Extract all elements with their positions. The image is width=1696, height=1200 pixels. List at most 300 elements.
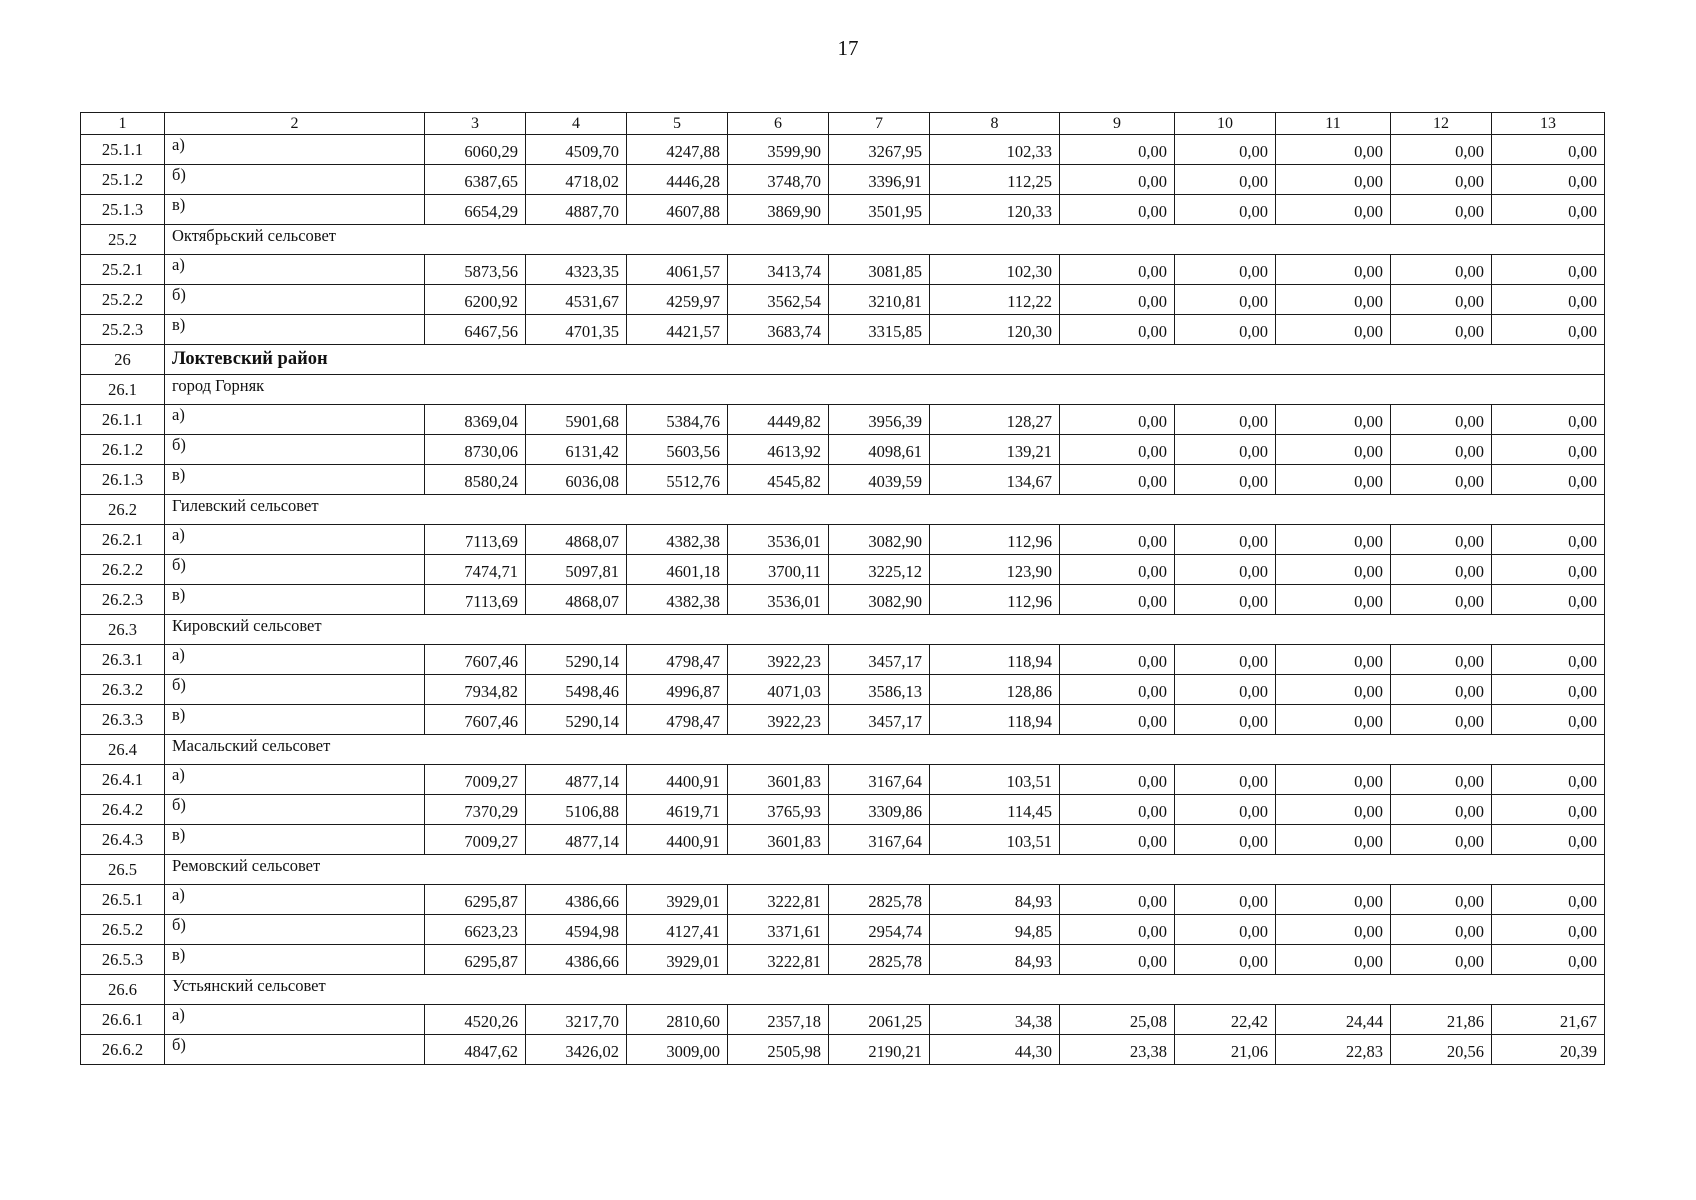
value-cell: 0,00	[1391, 825, 1492, 855]
value-cell: 84,93	[930, 945, 1060, 975]
value-cell: 0,00	[1175, 675, 1276, 705]
value-cell: 7607,46	[425, 645, 526, 675]
value-cell: 3457,17	[829, 705, 930, 735]
value-cell: 3217,70	[526, 1005, 627, 1035]
value-cell: 0,00	[1492, 315, 1605, 345]
table-row	[81, 195, 1605, 225]
row-code: 26.4.2	[81, 795, 165, 825]
value-cell: 0,00	[1060, 405, 1175, 435]
value-cell: 0,00	[1276, 585, 1391, 615]
value-cell: 0,00	[1276, 645, 1391, 675]
value-cell: 3167,64	[829, 825, 930, 855]
value-cell: 0,00	[1492, 555, 1605, 585]
value-cell: 2810,60	[627, 1005, 728, 1035]
table-row	[81, 255, 1605, 285]
value-cell: 0,00	[1492, 915, 1605, 945]
row-code: 26.4	[81, 735, 165, 765]
value-cell: 0,00	[1391, 675, 1492, 705]
value-cell: 6295,87	[425, 885, 526, 915]
value-cell: 3586,13	[829, 675, 930, 705]
value-cell: 0,00	[1175, 885, 1276, 915]
value-cell: 0,00	[1391, 195, 1492, 225]
table-row	[81, 525, 1605, 555]
row-code: 26.2.3	[81, 585, 165, 615]
value-cell: 0,00	[1276, 915, 1391, 945]
row-label: б)	[165, 915, 425, 945]
table-row	[81, 165, 1605, 195]
row-code: 26.6.1	[81, 1005, 165, 1035]
table-row	[81, 315, 1605, 345]
header-cell: 2	[165, 113, 425, 135]
value-cell: 0,00	[1492, 705, 1605, 735]
value-cell: 112,96	[930, 525, 1060, 555]
value-cell: 3922,23	[728, 645, 829, 675]
tariff-table	[80, 112, 1605, 1065]
row-code: 26.1.3	[81, 465, 165, 495]
value-cell: 0,00	[1276, 885, 1391, 915]
value-cell: 7113,69	[425, 525, 526, 555]
value-cell: 118,94	[930, 705, 1060, 735]
value-cell: 0,00	[1492, 945, 1605, 975]
value-cell: 0,00	[1060, 285, 1175, 315]
value-cell: 5097,81	[526, 555, 627, 585]
value-cell: 3869,90	[728, 195, 829, 225]
value-cell: 0,00	[1276, 315, 1391, 345]
row-label: б)	[165, 555, 425, 585]
row-label: в)	[165, 195, 425, 225]
section-row	[81, 735, 1605, 765]
value-cell: 3683,74	[728, 315, 829, 345]
value-cell: 7370,29	[425, 795, 526, 825]
row-label: б)	[165, 435, 425, 465]
row-code: 26.2.2	[81, 555, 165, 585]
table-row	[81, 915, 1605, 945]
empty-cell	[930, 735, 1605, 765]
row-code: 26.6	[81, 975, 165, 1005]
value-cell: 0,00	[1060, 825, 1175, 855]
value-cell: 0,00	[1175, 165, 1276, 195]
value-cell: 0,00	[1060, 645, 1175, 675]
row-code: 25.2.2	[81, 285, 165, 315]
value-cell: 0,00	[1175, 945, 1276, 975]
value-cell: 0,00	[1060, 765, 1175, 795]
header-cell: 6	[728, 113, 829, 135]
value-cell: 0,00	[1391, 165, 1492, 195]
value-cell: 0,00	[1276, 705, 1391, 735]
value-cell: 3601,83	[728, 765, 829, 795]
value-cell: 4877,14	[526, 825, 627, 855]
value-cell: 4868,07	[526, 525, 627, 555]
value-cell: 0,00	[1060, 165, 1175, 195]
value-cell: 7607,46	[425, 705, 526, 735]
value-cell: 139,21	[930, 435, 1060, 465]
empty-cell	[930, 225, 1605, 255]
value-cell: 4718,02	[526, 165, 627, 195]
row-label: в)	[165, 705, 425, 735]
value-cell: 0,00	[1060, 675, 1175, 705]
value-cell: 0,00	[1175, 915, 1276, 945]
value-cell: 4382,38	[627, 585, 728, 615]
value-cell: 7113,69	[425, 585, 526, 615]
row-code: 25.2	[81, 225, 165, 255]
section-name: Октябрьский сельсовет	[165, 225, 930, 255]
value-cell: 0,00	[1175, 525, 1276, 555]
value-cell: 0,00	[1175, 315, 1276, 345]
value-cell: 8369,04	[425, 405, 526, 435]
empty-cell	[930, 495, 1605, 525]
row-code: 26.1.2	[81, 435, 165, 465]
value-cell: 3426,02	[526, 1035, 627, 1065]
value-cell: 7009,27	[425, 825, 526, 855]
value-cell: 4382,38	[627, 525, 728, 555]
value-cell: 4386,66	[526, 885, 627, 915]
row-label: а)	[165, 525, 425, 555]
value-cell: 0,00	[1175, 825, 1276, 855]
row-code: 26.3.1	[81, 645, 165, 675]
value-cell: 4520,26	[425, 1005, 526, 1035]
value-cell: 0,00	[1175, 195, 1276, 225]
row-code: 26	[81, 345, 165, 375]
value-cell: 3929,01	[627, 945, 728, 975]
value-cell: 0,00	[1391, 315, 1492, 345]
value-cell: 0,00	[1276, 465, 1391, 495]
header-cell: 11	[1276, 113, 1391, 135]
value-cell: 4386,66	[526, 945, 627, 975]
row-code: 26.4.1	[81, 765, 165, 795]
value-cell: 34,38	[930, 1005, 1060, 1035]
row-code: 25.1.1	[81, 135, 165, 165]
section-name: Ремовский сельсовет	[165, 855, 930, 885]
value-cell: 94,85	[930, 915, 1060, 945]
value-cell: 0,00	[1276, 135, 1391, 165]
value-cell: 6295,87	[425, 945, 526, 975]
value-cell: 0,00	[1060, 315, 1175, 345]
value-cell: 0,00	[1492, 795, 1605, 825]
value-cell: 3748,70	[728, 165, 829, 195]
value-cell: 3315,85	[829, 315, 930, 345]
row-label: б)	[165, 1035, 425, 1065]
value-cell: 0,00	[1391, 135, 1492, 165]
table-header	[81, 113, 1605, 135]
value-cell: 3009,00	[627, 1035, 728, 1065]
value-cell: 123,90	[930, 555, 1060, 585]
value-cell: 0,00	[1060, 195, 1175, 225]
section-name: Масальский сельсовет	[165, 735, 930, 765]
value-cell: 6623,23	[425, 915, 526, 945]
value-cell: 5901,68	[526, 405, 627, 435]
value-cell: 0,00	[1492, 405, 1605, 435]
row-code: 25.2.1	[81, 255, 165, 285]
empty-cell	[930, 375, 1605, 405]
value-cell: 6654,29	[425, 195, 526, 225]
value-cell: 0,00	[1391, 465, 1492, 495]
value-cell: 0,00	[1060, 135, 1175, 165]
value-cell: 84,93	[930, 885, 1060, 915]
value-cell: 0,00	[1060, 795, 1175, 825]
value-cell: 4887,70	[526, 195, 627, 225]
value-cell: 0,00	[1060, 255, 1175, 285]
value-cell: 0,00	[1276, 405, 1391, 435]
value-cell: 0,00	[1175, 795, 1276, 825]
table-row	[81, 465, 1605, 495]
row-label: б)	[165, 675, 425, 705]
value-cell: 6060,29	[425, 135, 526, 165]
value-cell: 0,00	[1391, 405, 1492, 435]
value-cell: 3700,11	[728, 555, 829, 585]
section-name: Гилевский сельсовет	[165, 495, 930, 525]
table-row	[81, 285, 1605, 315]
value-cell: 2190,21	[829, 1035, 930, 1065]
value-cell: 5106,88	[526, 795, 627, 825]
table-row	[81, 705, 1605, 735]
value-cell: 0,00	[1175, 585, 1276, 615]
value-cell: 5873,56	[425, 255, 526, 285]
value-cell: 114,45	[930, 795, 1060, 825]
value-cell: 44,30	[930, 1035, 1060, 1065]
row-code: 26.1	[81, 375, 165, 405]
value-cell: 0,00	[1175, 555, 1276, 585]
value-cell: 102,33	[930, 135, 1060, 165]
table-row	[81, 675, 1605, 705]
row-label: а)	[165, 135, 425, 165]
value-cell: 4996,87	[627, 675, 728, 705]
value-cell: 6387,65	[425, 165, 526, 195]
header-cell: 10	[1175, 113, 1276, 135]
value-cell: 0,00	[1391, 555, 1492, 585]
value-cell: 21,06	[1175, 1035, 1276, 1065]
value-cell: 0,00	[1391, 585, 1492, 615]
value-cell: 0,00	[1492, 765, 1605, 795]
page-number: 17	[837, 36, 859, 60]
value-cell: 0,00	[1276, 675, 1391, 705]
value-cell: 4877,14	[526, 765, 627, 795]
value-cell: 2825,78	[829, 945, 930, 975]
value-cell: 0,00	[1276, 765, 1391, 795]
value-cell: 5512,76	[627, 465, 728, 495]
value-cell: 0,00	[1276, 555, 1391, 585]
value-cell: 5384,76	[627, 405, 728, 435]
row-label: а)	[165, 765, 425, 795]
value-cell: 8730,06	[425, 435, 526, 465]
value-cell: 0,00	[1492, 435, 1605, 465]
row-code: 26.6.2	[81, 1035, 165, 1065]
value-cell: 4400,91	[627, 825, 728, 855]
value-cell: 4531,67	[526, 285, 627, 315]
row-code: 26.5.1	[81, 885, 165, 915]
row-code: 26.3.2	[81, 675, 165, 705]
header-cell: 12	[1391, 113, 1492, 135]
value-cell: 3929,01	[627, 885, 728, 915]
header-cell: 7	[829, 113, 930, 135]
section-row	[81, 225, 1605, 255]
value-cell: 3457,17	[829, 645, 930, 675]
value-cell: 20,39	[1492, 1035, 1605, 1065]
value-cell: 4868,07	[526, 585, 627, 615]
value-cell: 7934,82	[425, 675, 526, 705]
value-cell: 0,00	[1391, 435, 1492, 465]
value-cell: 0,00	[1492, 825, 1605, 855]
row-code: 26.2	[81, 495, 165, 525]
value-cell: 0,00	[1060, 465, 1175, 495]
header-cell: 5	[627, 113, 728, 135]
value-cell: 21,86	[1391, 1005, 1492, 1035]
value-cell: 128,27	[930, 405, 1060, 435]
value-cell: 0,00	[1060, 435, 1175, 465]
table-row	[81, 765, 1605, 795]
value-cell: 7474,71	[425, 555, 526, 585]
district-name: Локтевский район	[165, 345, 930, 375]
table-row	[81, 405, 1605, 435]
row-code: 26.4.3	[81, 825, 165, 855]
value-cell: 0,00	[1391, 885, 1492, 915]
row-code: 26.2.1	[81, 525, 165, 555]
value-cell: 0,00	[1175, 705, 1276, 735]
value-cell: 0,00	[1492, 285, 1605, 315]
header-cell: 4	[526, 113, 627, 135]
section-name: Кировский сельсовет	[165, 615, 930, 645]
header-cell: 1	[81, 113, 165, 135]
section-row	[81, 375, 1605, 405]
value-cell: 2825,78	[829, 885, 930, 915]
empty-cell	[930, 345, 1605, 375]
row-code: 26.3.3	[81, 705, 165, 735]
value-cell: 4701,35	[526, 315, 627, 345]
value-cell: 0,00	[1492, 645, 1605, 675]
value-cell: 0,00	[1276, 255, 1391, 285]
value-cell: 7009,27	[425, 765, 526, 795]
section-name: город Горняк	[165, 375, 930, 405]
value-cell: 3536,01	[728, 585, 829, 615]
value-cell: 3309,86	[829, 795, 930, 825]
value-cell: 4098,61	[829, 435, 930, 465]
row-label: в)	[165, 585, 425, 615]
value-cell: 3601,83	[728, 825, 829, 855]
value-cell: 3167,64	[829, 765, 930, 795]
row-label: в)	[165, 465, 425, 495]
row-label: а)	[165, 645, 425, 675]
value-cell: 0,00	[1492, 585, 1605, 615]
value-cell: 3082,90	[829, 585, 930, 615]
value-cell: 0,00	[1175, 765, 1276, 795]
value-cell: 4798,47	[627, 705, 728, 735]
value-cell: 2505,98	[728, 1035, 829, 1065]
value-cell: 5603,56	[627, 435, 728, 465]
value-cell: 112,25	[930, 165, 1060, 195]
value-cell: 120,30	[930, 315, 1060, 345]
value-cell: 112,22	[930, 285, 1060, 315]
table-row	[81, 555, 1605, 585]
table-row	[81, 885, 1605, 915]
value-cell: 0,00	[1391, 645, 1492, 675]
empty-cell	[930, 855, 1605, 885]
value-cell: 4607,88	[627, 195, 728, 225]
value-cell: 2954,74	[829, 915, 930, 945]
row-label: а)	[165, 255, 425, 285]
header-cell: 8	[930, 113, 1060, 135]
value-cell: 3371,61	[728, 915, 829, 945]
value-cell: 21,67	[1492, 1005, 1605, 1035]
table-row	[81, 825, 1605, 855]
value-cell: 0,00	[1391, 945, 1492, 975]
value-cell: 23,38	[1060, 1035, 1175, 1065]
value-cell: 24,44	[1276, 1005, 1391, 1035]
value-cell: 0,00	[1391, 915, 1492, 945]
section-row	[81, 495, 1605, 525]
value-cell: 0,00	[1492, 255, 1605, 285]
value-cell: 4247,88	[627, 135, 728, 165]
value-cell: 4601,18	[627, 555, 728, 585]
table-body	[81, 135, 1605, 1065]
value-cell: 4594,98	[526, 915, 627, 945]
value-cell: 0,00	[1492, 885, 1605, 915]
section-row	[81, 855, 1605, 885]
value-cell: 0,00	[1492, 195, 1605, 225]
value-cell: 4619,71	[627, 795, 728, 825]
section-row	[81, 975, 1605, 1005]
section-row	[81, 615, 1605, 645]
value-cell: 0,00	[1175, 645, 1276, 675]
value-cell: 5290,14	[526, 645, 627, 675]
row-label: б)	[165, 165, 425, 195]
value-cell: 3765,93	[728, 795, 829, 825]
value-cell: 6131,42	[526, 435, 627, 465]
value-cell: 3396,91	[829, 165, 930, 195]
value-cell: 3225,12	[829, 555, 930, 585]
value-cell: 4259,97	[627, 285, 728, 315]
row-code: 25.1.2	[81, 165, 165, 195]
value-cell: 6036,08	[526, 465, 627, 495]
value-cell: 3413,74	[728, 255, 829, 285]
table-row	[81, 645, 1605, 675]
value-cell: 4446,28	[627, 165, 728, 195]
value-cell: 3081,85	[829, 255, 930, 285]
value-cell: 5498,46	[526, 675, 627, 705]
value-cell: 4798,47	[627, 645, 728, 675]
value-cell: 0,00	[1060, 705, 1175, 735]
value-cell: 0,00	[1492, 465, 1605, 495]
value-cell: 0,00	[1492, 135, 1605, 165]
value-cell: 0,00	[1492, 525, 1605, 555]
row-code: 26.1.1	[81, 405, 165, 435]
value-cell: 0,00	[1391, 525, 1492, 555]
value-cell: 0,00	[1175, 435, 1276, 465]
value-cell: 4071,03	[728, 675, 829, 705]
value-cell: 20,56	[1391, 1035, 1492, 1065]
value-cell: 3210,81	[829, 285, 930, 315]
value-cell: 0,00	[1276, 525, 1391, 555]
row-code: 25.1.3	[81, 195, 165, 225]
row-label: в)	[165, 825, 425, 855]
value-cell: 120,33	[930, 195, 1060, 225]
value-cell: 4449,82	[728, 405, 829, 435]
table-row	[81, 585, 1605, 615]
value-cell: 4545,82	[728, 465, 829, 495]
value-cell: 0,00	[1175, 135, 1276, 165]
value-cell: 3222,81	[728, 945, 829, 975]
value-cell: 4509,70	[526, 135, 627, 165]
header-row	[81, 113, 1605, 135]
value-cell: 6200,92	[425, 285, 526, 315]
value-cell: 0,00	[1175, 255, 1276, 285]
value-cell: 103,51	[930, 825, 1060, 855]
value-cell: 0,00	[1276, 435, 1391, 465]
row-code: 26.5	[81, 855, 165, 885]
value-cell: 0,00	[1060, 945, 1175, 975]
row-label: б)	[165, 795, 425, 825]
value-cell: 112,96	[930, 585, 1060, 615]
value-cell: 22,83	[1276, 1035, 1391, 1065]
value-cell: 3501,95	[829, 195, 930, 225]
